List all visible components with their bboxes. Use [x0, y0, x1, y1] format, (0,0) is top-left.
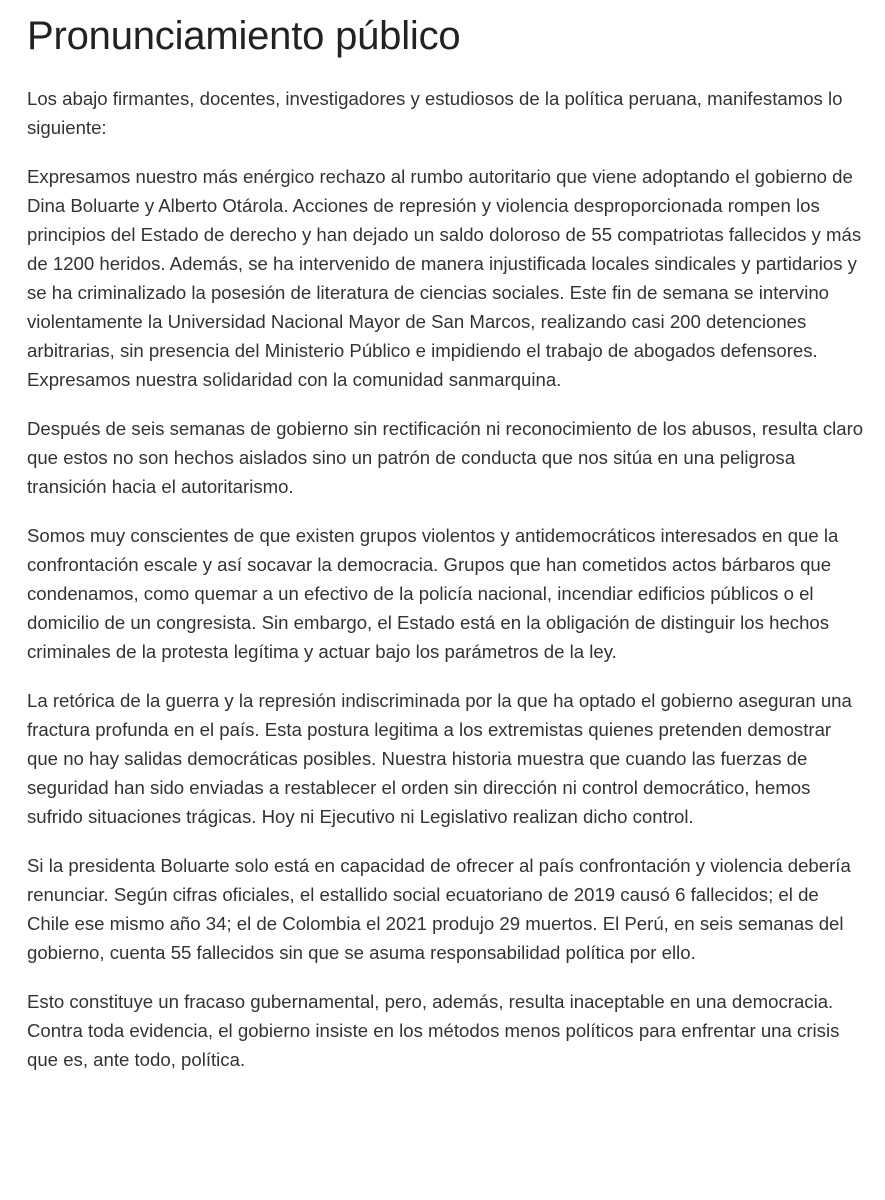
page-title: Pronunciamiento público: [27, 14, 461, 58]
paragraph-seis-semanas: Después de seis semanas de gobierno sin rectificación ni reconocimiento de los abusos, resulta claro que estos no son hechos aislados sino un patrón de conducta que nos sitúa en una peligrosa transición hacia el autoritarismo.: [27, 418, 864, 497]
paragraph-retorica: La retórica de la guerra y la represión indiscriminada por la que ha optado el gobierno aseguran una fractura profunda en el país. Esta postura legitima a los extremistas quienes pretenden demostrar que no hay salidas democráticas posibles. Nuestra historia muestra que cuando las fuerzas de seguridad han sido enviadas a restablecer el orden sin dirección ni control democrático, hemos sufrido situaciones trágicas. Hoy ni Ejecutivo ni Legislativo realizan dicho control.: [27, 690, 852, 827]
paragraph-fracaso: Esto constituye un fracaso gubernamental, pero, además, resulta inaceptable en una democracia. Contra toda evidencia, el gobierno insiste en los métodos menos políticos para enfrentar una crisis que es, ante todo, política.: [27, 991, 840, 1070]
paragraph-renuncia: Si la presidenta Boluarte solo está en capacidad de ofrecer al país confrontación y violencia debería renunciar. Según cifras oficiales, el estallido social ecuatoriano de 2019 causó 6 fallecidos; el de Chile ese mismo año 34; el de Colombia el 2021 produjo 29 muertos. El Perú, en seis semanas del gobierno, cuenta 55 fallecidos sin que se asuma responsabilidad política por ello.: [27, 855, 851, 963]
paragraph-intro: Los abajo firmantes, docentes, investigadores y estudiosos de la política peruana, manifestamos lo siguiente:: [27, 88, 843, 138]
paragraph-grupos-violentos: Somos muy conscientes de que existen grupos violentos y antidemocráticos interesados en que la confrontación escale y así socavar la democracia. Grupos que han cometidos actos bárbaros que condenamos, como quemar a un efectivo de la policía nacional, incendiar edificios públicos o el domicilio de un congresista. Sin embargo, el Estado está en la obligación de distinguir los hechos criminales de la protesta legítima y actuar bajo los parámetros de la ley.: [27, 525, 839, 662]
paragraph-rechazo: Expresamos nuestro más enérgico rechazo al rumbo autoritario que viene adoptando el gobierno de Dina Boluarte y Alberto Otárola. Acciones de represión y violencia desproporcionada rompen los principios del Estado de derecho y han dejado un saldo doloroso de 55 compatriotas fallecidos y más de 1200 heridos. Además, se ha intervenido de manera injustificada locales sindicales y partidarios y se ha criminalizado la posesión de literatura de ciencias sociales. Este fin de semana se intervino violentamente la Universidad Nacional Mayor de San Marcos, realizando casi 200 detenciones arbitrarias, sin presencia del Ministerio Público e impidiendo el trabajo de abogados defensores. Expresamos nuestra solidaridad con la comunidad sanmarquina.: [27, 166, 862, 390]
